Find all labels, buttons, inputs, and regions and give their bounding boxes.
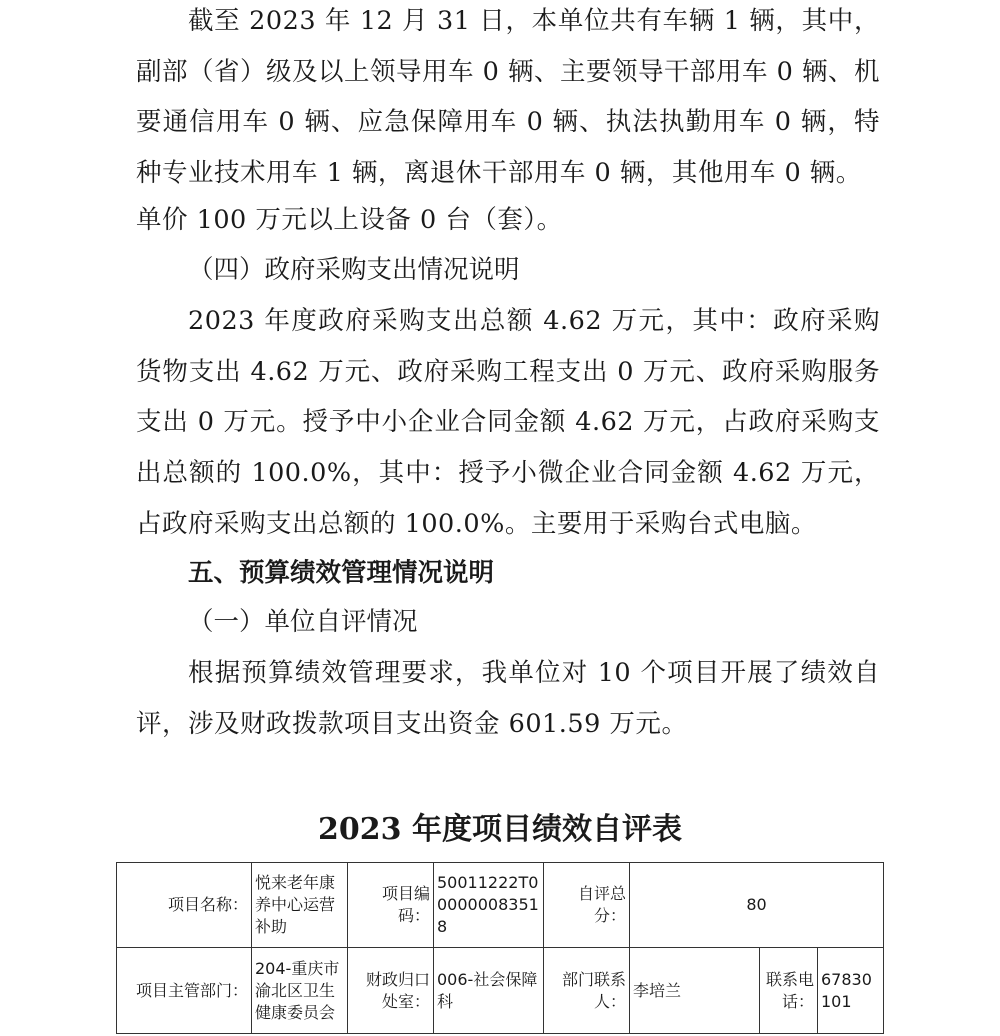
dept-value: 204-重庆市渝北区卫生健康委员会: [252, 948, 348, 1034]
performance-table: [116, 862, 884, 1034]
table-row: [117, 863, 884, 948]
project-code-value: 50011222T000000083518: [434, 863, 544, 948]
self-score-label: 自评总分：: [544, 863, 630, 948]
project-name-value: 悦来老年康养中心运营补助: [252, 863, 348, 948]
dept-label: 项目主管部门：: [117, 948, 252, 1034]
equipment-paragraph: 单价 100 万元以上设备 0 台（套）。: [136, 205, 563, 235]
table-title: 2023 年度项目绩效自评表: [318, 812, 682, 847]
phone-value: 67830101: [818, 948, 884, 1034]
office-label: 财政归口处室：: [348, 948, 434, 1034]
self-eval-paragraph: 根据预算绩效管理要求，我单位对 10 个项目开展了绩效自评，涉及财政拨款项目支出资金 601.59 万元。: [136, 658, 880, 739]
procurement-heading: （四）政府采购支出情况说明: [188, 255, 520, 285]
procurement-paragraph: 2023 年度政府采购支出总额 4.62 万元，其中：政府采购货物支出 4.62 万元、政府采购工程支出 0 万元、政府采购服务支出 0 万元。授予中小企业合同金额 4.62 万元，占政府采购支出总额的 100.0%，其中：授予小微企业合同金额 4.62 万元，占政府采购支出总额的 100.0%。主要用于采购台式电脑。: [136, 306, 880, 539]
project-code-label: 项目编码：: [348, 863, 434, 948]
table-row: [117, 948, 884, 1034]
section5-heading: 五、预算绩效管理情况说明: [188, 558, 495, 588]
contact-label: 部门联系人：: [544, 948, 630, 1034]
phone-label: 联系电话：: [760, 948, 818, 1034]
self-eval-heading: （一）单位自评情况: [188, 607, 418, 637]
office-value: 006-社会保障科: [434, 948, 544, 1034]
self-score-value: 80: [630, 863, 884, 948]
vehicles-paragraph: 截至 2023 年 12 月 31 日，本单位共有车辆 1 辆，其中，副部（省）级及以上领导用车 0 辆、主要领导干部用车 0 辆、机要通信用车 0 辆、应急保障用车 0 辆、执法执勤用车 0 辆，特种专业技术用车 1 辆，离退休干部用车 0 辆，其他用车 0 辆。: [136, 6, 880, 189]
contact-value: 李培兰: [630, 948, 760, 1034]
project-name-label: 项目名称：: [117, 863, 252, 948]
